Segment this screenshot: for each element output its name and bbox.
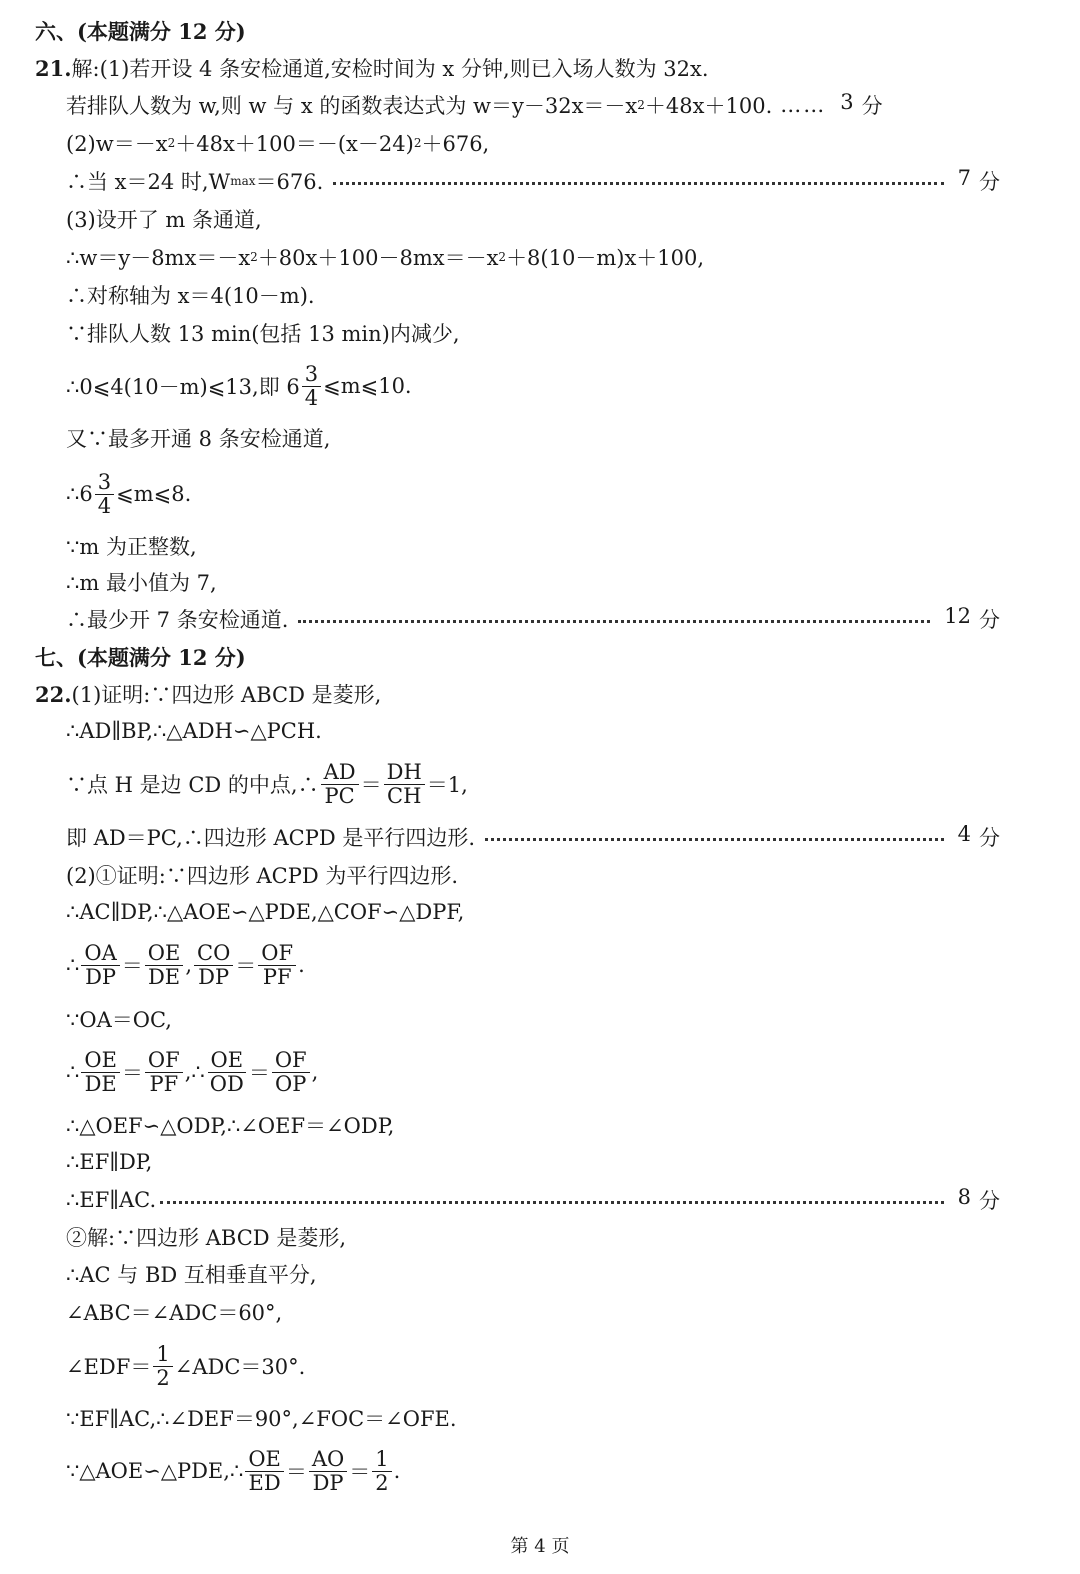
- q22-line-2: [0, 715, 1080, 747]
- text: (2)①证明:∵四边形 ACPD 为平行四边形.: [66, 864, 459, 888]
- denominator: PC: [324, 783, 355, 808]
- q22-line-12: [0, 1184, 1080, 1216]
- text: ∴△OEF∽△ODP,∴∠OEF＝∠ODP,: [66, 1114, 395, 1138]
- text: ＋48x＋100＝－(x－24): [175, 132, 414, 156]
- score-value: 3: [840, 90, 854, 114]
- text: ∴m 最小值为 7,: [66, 571, 217, 595]
- equals-sign: ＝: [349, 1460, 371, 1484]
- superscript: 2: [498, 250, 507, 264]
- q22-line-7: [0, 937, 1080, 993]
- score-value: 8: [957, 1185, 971, 1209]
- denominator: DE: [84, 1071, 117, 1096]
- text: 解:(1)若开设 4 条安检通道,安检时间为 x 分钟,则已入场人数为 32x.: [71, 57, 709, 81]
- q21-line-6: [0, 241, 1080, 273]
- q22-line-4: [0, 821, 1080, 853]
- text: ∴AC∥DP,∴△AOE∽△PDE,△COF∽△DPF,: [66, 900, 465, 924]
- text: ∵△AOE∽△PDE,∴: [66, 1459, 244, 1483]
- numerator: AO: [309, 1448, 347, 1471]
- text: ⩽m⩽10.: [323, 374, 412, 398]
- text: ＋80x＋100－8mx＝－x: [257, 246, 499, 270]
- text: ＝676.: [255, 170, 324, 194]
- equals-sign: ＝: [360, 773, 382, 797]
- text: ∴: [66, 1060, 80, 1084]
- text: .: [393, 1459, 401, 1483]
- fraction: [272, 1049, 310, 1094]
- text: ∴: [66, 953, 80, 977]
- q22-line-15: [0, 1296, 1080, 1328]
- numerator: OE: [208, 1049, 247, 1072]
- text: ∵EF∥AC,∴∠DEF＝90°,∠FOC＝∠OFE.: [66, 1407, 457, 1431]
- q21-line-12: [0, 530, 1080, 562]
- q21-line-5: [0, 203, 1080, 235]
- text: ∴0⩽4(10－m)⩽13,即 6: [66, 375, 300, 399]
- q21-line-11: [0, 466, 1080, 522]
- fraction: [153, 1343, 172, 1388]
- section-header-text: 七、(本题满分 12 分): [35, 645, 246, 670]
- q21-line-2: [0, 89, 1080, 121]
- text: ∠EDF＝: [66, 1355, 152, 1379]
- numerator: OA: [81, 942, 119, 965]
- dot-leader: [333, 182, 943, 185]
- text: ,: [311, 1060, 319, 1084]
- denominator: 2: [375, 1470, 389, 1495]
- equals-sign: ＝: [285, 1460, 307, 1484]
- score: [958, 1185, 1000, 1215]
- numerator: 1: [372, 1448, 391, 1471]
- text: ,∴: [184, 1060, 205, 1084]
- text: ②解:∵四边形 ABCD 是菱形,: [66, 1226, 346, 1250]
- fraction: [145, 942, 184, 987]
- score: [944, 604, 1000, 634]
- q21-line-7: [0, 279, 1080, 311]
- denominator: 2: [156, 1365, 170, 1390]
- superscript: 2: [637, 98, 645, 112]
- denominator: ED: [248, 1470, 281, 1495]
- section-header-text: 六、(本题满分 12 分): [35, 19, 246, 44]
- numerator: CO: [194, 942, 233, 965]
- fraction: [258, 942, 296, 987]
- text: ＋8(10－m)x＋100,: [506, 246, 705, 270]
- q22-line-13: [0, 1221, 1080, 1253]
- q21-line-14: [0, 603, 1080, 635]
- text: 又∵最多开通 8 条安检通道,: [66, 427, 331, 451]
- text: 即 AD＝PC,∴四边形 ACPD 是平行四边形.: [66, 826, 476, 850]
- fraction: [372, 1448, 391, 1493]
- score-unit: 分: [979, 608, 1000, 632]
- fraction: [194, 942, 233, 987]
- denominator: DP: [198, 964, 230, 989]
- fraction: [81, 942, 119, 987]
- dot-leader: [160, 1201, 944, 1204]
- numerator: OF: [145, 1049, 183, 1072]
- fraction: [81, 1049, 120, 1094]
- q21-line-3: [0, 127, 1080, 159]
- q22-line-1: [0, 678, 1080, 710]
- text: ∴6: [66, 482, 93, 506]
- page-number: 第 4 页: [510, 1536, 570, 1557]
- text: ＋676,: [421, 132, 490, 156]
- numerator: 3: [302, 363, 321, 386]
- denominator: DP: [85, 964, 117, 989]
- denominator: CH: [387, 783, 422, 808]
- score: [958, 822, 1000, 852]
- q21-line-4: [0, 165, 1080, 197]
- score: [958, 166, 1000, 196]
- text: ∵m 为正整数,: [66, 535, 197, 559]
- superscript: 2: [167, 136, 176, 150]
- q22-line-17: [0, 1402, 1080, 1434]
- fraction: [384, 761, 425, 806]
- text: ⩽m⩽8.: [116, 482, 192, 506]
- score-value: 4: [957, 822, 971, 846]
- score-unit: 分: [979, 826, 1000, 850]
- text: ∠ABC＝∠ADC＝60°,: [66, 1301, 283, 1325]
- question-number: 22.: [35, 681, 72, 707]
- q22-line-16: [0, 1338, 1080, 1394]
- fraction: [302, 363, 321, 408]
- numerator: 1: [153, 1343, 172, 1366]
- text: .: [298, 953, 305, 977]
- denominator: 4: [97, 493, 112, 518]
- numerator: OE: [245, 1448, 284, 1471]
- text: ∴EF∥DP,: [66, 1150, 153, 1174]
- q21-line-1: [0, 52, 1080, 84]
- q22-line-3: [0, 756, 1080, 812]
- q21-line-10: [0, 422, 1080, 454]
- numerator: OE: [145, 942, 184, 965]
- text: (2)w＝－x: [66, 132, 168, 156]
- score-unit: 分: [979, 1189, 1000, 1213]
- text: ∴AC 与 BD 互相垂直平分,: [66, 1263, 317, 1287]
- q22-line-8: [0, 1003, 1080, 1035]
- text: ＝1,: [426, 773, 468, 797]
- section-header-7: [0, 641, 1080, 673]
- superscript: 2: [413, 136, 422, 150]
- q22-line-9: [0, 1044, 1080, 1100]
- q22-line-5: [0, 859, 1080, 891]
- score-value: 12: [944, 604, 971, 628]
- text: ∴w＝y－8mx＝－x: [66, 246, 251, 270]
- score-value: 7: [957, 166, 971, 190]
- text: (1)证明:∵四边形 ABCD 是菱形,: [71, 683, 382, 707]
- fraction: [245, 1448, 284, 1493]
- q22-line-10: [0, 1109, 1080, 1141]
- equals-sign: ＝: [235, 954, 257, 978]
- text: 若排队人数为 w,则 w 与 x 的函数表达式为 w＝y－32x＝－x: [66, 94, 638, 118]
- denominator: PF: [262, 964, 292, 989]
- q21-line-9: [0, 358, 1080, 414]
- subscript: max: [230, 174, 256, 188]
- comma: ,: [185, 953, 192, 977]
- equals-sign: ＝: [121, 954, 143, 978]
- numerator: AD: [321, 761, 359, 784]
- text: ∴最少开 7 条安检通道.: [66, 608, 289, 632]
- equals-sign: ＝: [121, 1061, 143, 1085]
- q22-line-14: [0, 1258, 1080, 1290]
- text: ∴当 x＝24 时,W: [66, 170, 231, 194]
- numerator: OF: [272, 1049, 310, 1072]
- fraction: [207, 1049, 247, 1094]
- q22-line-6: [0, 896, 1080, 928]
- fraction: [95, 471, 114, 516]
- score-unit: 分: [979, 170, 1000, 194]
- section-header-6: [0, 15, 1080, 47]
- score: [840, 90, 882, 120]
- text: ∴EF∥AC.: [66, 1188, 157, 1212]
- text: ＋48x＋100.: [644, 94, 773, 118]
- denominator: OD: [209, 1071, 244, 1096]
- numerator: DH: [384, 761, 425, 784]
- numerator: 3: [95, 471, 114, 494]
- question-number: 21.: [35, 55, 72, 81]
- score-unit: 分: [861, 94, 883, 118]
- text: ∴对称轴为 x＝4(10－m).: [66, 284, 315, 308]
- text: ∴AD∥BP,∴△ADH∽△PCH.: [66, 719, 322, 743]
- text: ∠ADC＝30°.: [174, 1355, 306, 1379]
- equals-sign: ＝: [248, 1061, 270, 1085]
- q21-line-13: [0, 566, 1080, 598]
- fraction: [309, 1448, 347, 1493]
- dot-leader: [485, 838, 944, 841]
- text: ∵排队人数 13 min(包括 13 min)内减少,: [66, 322, 460, 346]
- denominator: DP: [312, 1470, 344, 1495]
- denominator: 4: [304, 385, 319, 410]
- text: ∵点 H 是边 CD 的中点,∴: [66, 773, 319, 797]
- superscript: 2: [250, 250, 258, 264]
- denominator: OP: [275, 1071, 307, 1096]
- denominator: DE: [147, 964, 181, 989]
- numerator: OE: [81, 1049, 120, 1072]
- text: ∵OA＝OC,: [66, 1008, 172, 1032]
- numerator: OF: [258, 942, 296, 965]
- fraction: [321, 761, 359, 806]
- q21-line-8: [0, 317, 1080, 349]
- dot-leader: [298, 620, 930, 623]
- fraction: [145, 1049, 183, 1094]
- q22-line-11: [0, 1146, 1080, 1178]
- denominator: PF: [149, 1071, 179, 1096]
- text: (3)设开了 m 条通道,: [66, 208, 262, 232]
- dot-leader: ……: [780, 93, 827, 117]
- q22-line-18: [0, 1443, 1080, 1499]
